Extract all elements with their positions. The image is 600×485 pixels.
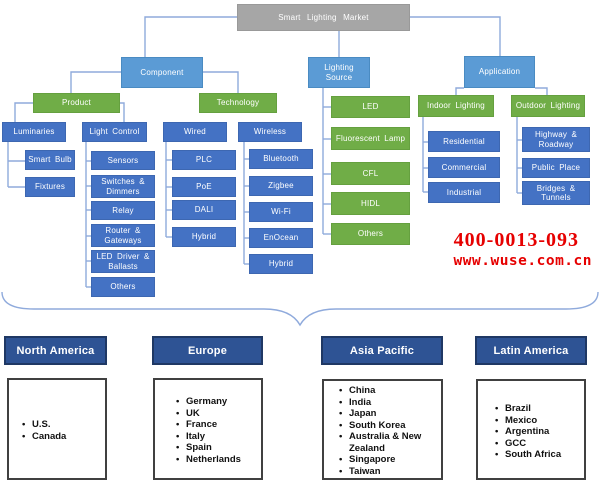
region-header-europe: Europe [152,336,263,365]
node-hybrid-wired: Hybrid [172,227,236,247]
node-led: LED [331,96,410,118]
node-enocean: EnOcean [249,228,313,248]
country-item: • Australia & New Zealand [336,431,437,454]
node-fluorescent-lamp: Fluorescent Lamp [331,127,410,150]
node-relay: Relay [91,201,155,220]
node-wifi: Wi-Fi [249,202,313,222]
node-switches-dimmers: Switches & Dimmers [91,175,155,198]
node-highway-roadway: Highway & Roadway [522,127,590,152]
country-item: • Germany [173,396,257,408]
node-lighting-source: Lighting Source [308,57,370,88]
country-item: • Taiwan [336,466,437,478]
node-bridges-tunnels: Bridges & Tunnels [522,181,590,205]
node-commercial: Commercial [428,157,500,178]
country-item: • Canada [19,431,101,443]
node-smart-lighting-market: Smart Lighting Market [237,4,410,31]
node-light-control: Light Control [82,122,147,142]
node-wired: Wired [163,122,227,142]
country-item: • Singapore [336,454,437,466]
node-wireless: Wireless [238,122,302,142]
node-others-light-control: Others [91,277,155,297]
node-hidl: HIDL [331,192,410,215]
country-item: • South Africa [492,449,580,461]
node-industrial: Industrial [428,182,500,203]
node-others-lighting-source: Others [331,223,410,245]
region-box-europe [153,378,263,480]
node-smart-bulb: Smart Bulb [25,150,75,170]
country-item: • Spain [173,442,257,454]
node-residential: Residential [428,131,500,152]
country-item: • South Korea [336,420,437,432]
region-header-latin-america: Latin America [475,336,587,365]
country-item: • Mexico [492,415,580,427]
node-product: Product [33,93,120,113]
country-item: • Argentina [492,426,580,438]
country-item: • UK [173,408,257,420]
country-item: • U.S. [19,419,101,431]
website-url: www.wuse.com.cn [453,253,592,269]
country-item: • Brazil [492,403,580,415]
node-dali: DALI [172,200,236,220]
country-item: • Netherlands [173,454,257,466]
country-item: • France [173,419,257,431]
region-box-asia-pacific [322,379,443,480]
node-router-gateways: Router & Gateways [91,224,155,247]
country-item: • China [336,385,437,397]
country-item: • GCC [492,438,580,450]
node-zigbee: Zigbee [249,176,313,196]
node-application: Application [464,56,535,88]
node-hybrid-wireless: Hybrid [249,254,313,274]
node-sensors: Sensors [91,151,155,170]
country-item: • Japan [336,408,437,420]
region-box-north-america [7,378,107,480]
node-indoor-lighting: Indoor Lighting [418,95,494,117]
node-poe: PoE [172,177,236,197]
node-led-driver-ballasts: LED Driver & Ballasts [91,250,155,273]
region-box-latin-america [476,379,586,480]
node-public-place: Public Place [522,158,590,178]
country-item: • India [336,397,437,409]
node-plc: PLC [172,150,236,170]
node-luminaries: Luminaries [2,122,66,142]
node-outdoor-lighting: Outdoor Lighting [511,95,585,117]
country-item: • Italy [173,431,257,443]
phone-number: 400-0013-093 [453,229,579,251]
node-bluetooth: Bluetooth [249,149,313,169]
region-header-north-america: North America [4,336,107,365]
node-technology: Technology [199,93,277,113]
node-fixtures: Fixtures [25,177,75,197]
node-component: Component [121,57,203,88]
region-header-asia-pacific: Asia Pacific [321,336,443,365]
node-cfl: CFL [331,162,410,185]
